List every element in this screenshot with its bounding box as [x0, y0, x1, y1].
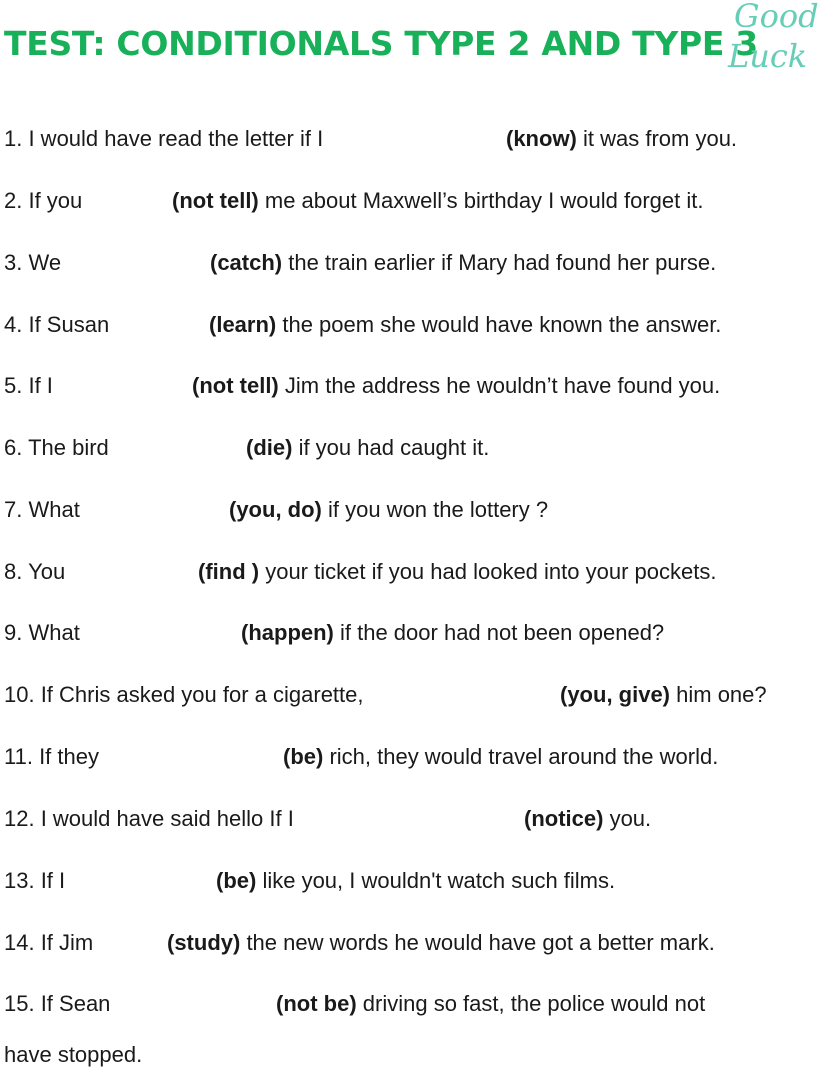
question-5-stem: 5. If I — [4, 373, 53, 398]
question-15-verb: (not be) — [276, 991, 357, 1016]
question-3-verb: (catch) — [210, 250, 283, 275]
good-luck-logo — [728, 0, 819, 86]
question-6-answer — [246, 433, 489, 463]
question-5-rest: Jim the address he wouldn’t have found you. — [278, 373, 721, 398]
question-9-stem: 9. What — [4, 620, 80, 645]
question-7-verb: (you, do) — [229, 497, 322, 522]
question-1-stem: 1. I would have read the letter if I — [4, 126, 324, 151]
question-1-verb: (know) — [506, 126, 577, 151]
question-14-verb: (study) — [167, 930, 241, 955]
question-2-verb: (not tell) — [172, 188, 259, 213]
question-12-answer — [524, 804, 651, 834]
question-1-answer — [506, 124, 737, 154]
question-7-answer — [229, 495, 548, 525]
question-5-verb: (not tell) — [192, 373, 279, 398]
question-8-stem: 8. You — [4, 559, 66, 584]
question-10-verb: (you, give) — [560, 682, 671, 707]
question-3-answer — [210, 248, 716, 278]
question-2-answer — [172, 186, 703, 216]
question-14-answer — [167, 928, 715, 958]
question-9-rest: if the door had not been opened? — [333, 620, 665, 645]
question-10-stem: 10. If Chris asked you for a cigarette, — [4, 682, 364, 707]
question-9-verb: (happen) — [241, 620, 334, 645]
question-15-answer — [276, 989, 705, 1019]
question-6-verb: (die) — [246, 435, 293, 460]
question-13-answer — [216, 866, 615, 896]
page-title: TEST: CONDITIONALS TYPE 2 AND TYPE 3 — [4, 24, 758, 63]
question-8-answer — [198, 557, 716, 587]
question-3-rest: the train earlier if Mary had found her purse. — [282, 250, 717, 275]
question-13-stem: 13. If I — [4, 868, 66, 893]
question-12-verb: (notice) — [524, 806, 604, 831]
question-4-verb: (learn) — [209, 312, 277, 337]
question-9-answer — [241, 618, 664, 648]
question-6-rest: if you had caught it. — [292, 435, 490, 460]
question-8-verb: (find ) — [198, 559, 260, 584]
question-10-answer — [560, 680, 767, 710]
question-11-stem: 11. If they — [4, 744, 99, 769]
question-12-stem: 12. I would have said hello If I — [4, 806, 294, 831]
question-14-rest: the new words he would have got a better mark. — [240, 930, 715, 955]
question-7-rest: if you won the lottery ? — [321, 497, 549, 522]
question-5-answer — [192, 371, 720, 401]
question-7-stem: 7. What — [4, 497, 80, 522]
question-12-rest: you. — [603, 806, 652, 831]
question-15-stem: 15. If Sean — [4, 991, 111, 1016]
question-11-answer — [283, 742, 718, 772]
question-1-rest: it was from you. — [576, 126, 738, 151]
logo-word-good: Good — [734, 0, 819, 35]
question-11-rest: rich, they would travel around the world. — [323, 744, 719, 769]
question-13-rest: like you, I wouldn't watch such films. — [256, 868, 616, 893]
question-13-verb: (be) — [216, 868, 257, 893]
question-10-rest: him one? — [670, 682, 767, 707]
question-4-stem: 4. If Susan — [4, 312, 110, 337]
question-4-rest: the poem she would have known the answer. — [276, 312, 722, 337]
logo-word-luck: Luck — [728, 37, 808, 75]
question-2-stem: 2. If you — [4, 188, 83, 213]
question-15-continuation: have stopped. — [4, 1042, 143, 1067]
question-4-answer — [209, 310, 721, 340]
question-11-verb: (be) — [283, 744, 324, 769]
question-6-stem: 6. The bird — [4, 435, 109, 460]
question-2-rest: me about Maxwell’s birthday I would forget it. — [258, 188, 704, 213]
question-3-stem: 3. We — [4, 250, 62, 275]
question-8-rest: your ticket if you had looked into your pockets. — [259, 559, 717, 584]
question-15-rest: driving so fast, the police would not — [356, 991, 706, 1016]
question-14-stem: 14. If Jim — [4, 930, 94, 955]
